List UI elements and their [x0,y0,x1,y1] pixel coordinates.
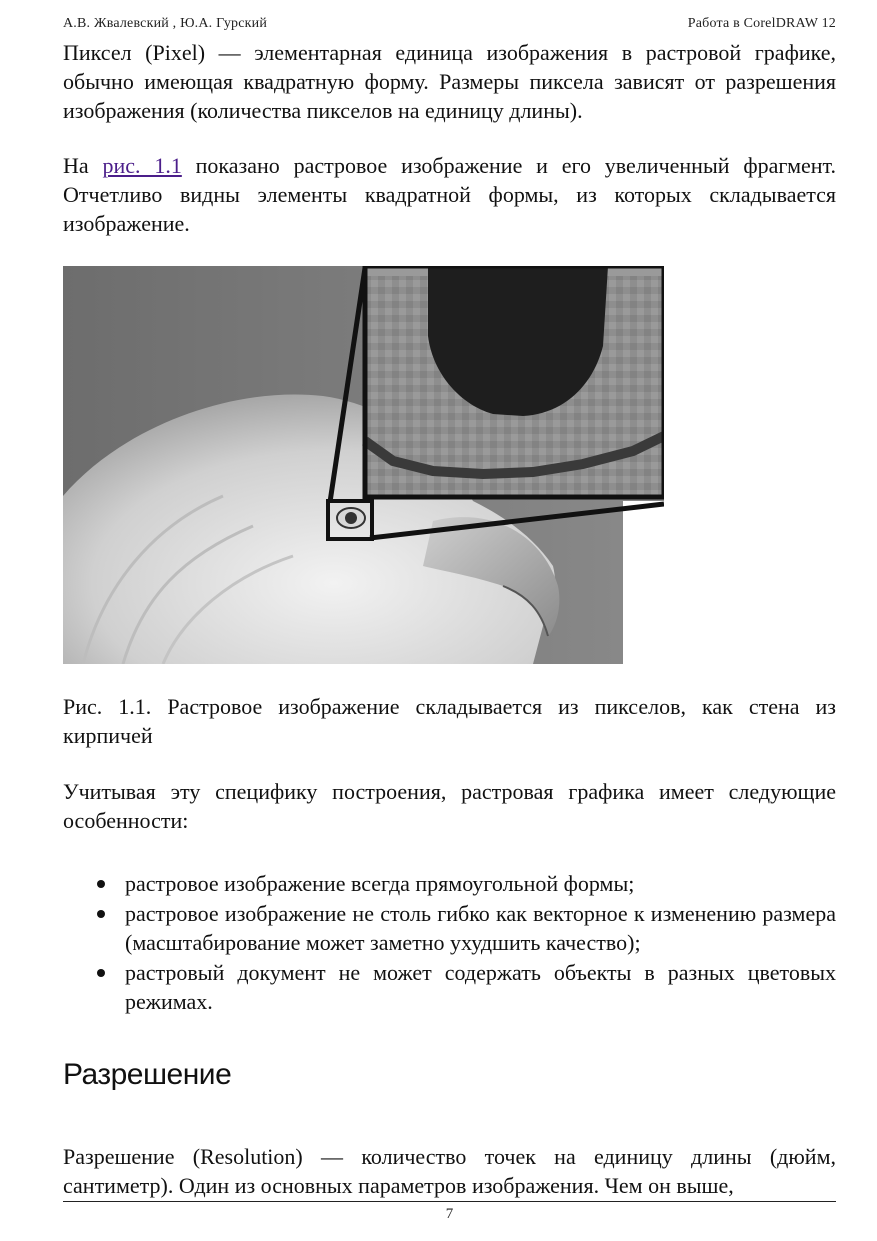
header-authors: А.В. Жвалевский , Ю.А. Гурский [63,16,268,31]
list-item [63,958,836,1016]
figure-eagle-raster [63,266,664,664]
running-header [63,16,836,36]
paragraph-features-intro: Учитывая эту специфику построения, растровая графика имеет следующие особенности: [63,779,836,833]
header-book-title: Работа в CorelDRAW 12 [687,16,836,31]
features-list [63,869,836,1017]
bullet-icon [97,969,105,977]
paragraph-pixel-definition: Пиксел (Pixel) — элементарная единица изображения в растровой графике, обычно имеющая квадратную форму. Размеры пиксела зависят от разрешения изображения (количества пикселов на единицу длины). [63,40,836,123]
paragraph-resolution-definition: Разрешение (Resolution) — количество точек на единицу длины (дюйм, сантиметр). Один из основных параметров изображения. Чем он выше, [63,1144,836,1198]
page-number: 7 [445,1206,454,1222]
list-item-text: растровый документ не может содержать объекты в разных цветовых режимах. [125,960,836,1014]
section-heading: Разрешение [63,1058,232,1091]
list-item [63,869,836,898]
bullet-icon [97,880,105,888]
paragraph-figure-reference [63,151,836,238]
document-page [63,0,836,1241]
list-item-text: растровое изображение не столь гибко как векторное к изменению размера (масштабирование может заметно ухудшить качество); [125,901,836,955]
paragraph-text: На [63,153,103,178]
eagle-illustration [63,266,664,664]
figure-caption: Рис. 1.1. Растровое изображение складывается из пикселов, как стена из кирпичей [63,694,836,748]
list-item [63,899,836,957]
figure-link[interactable]: рис. 1.1 [102,153,182,178]
list-item-text: растровое изображение всегда прямоугольной формы; [125,871,635,896]
footer-divider [63,1201,836,1202]
bullet-icon [97,910,105,918]
paragraph-text: показано растровое изображение и его увеличенный фрагмент. Отчетливо видны элементы квадратной формы, из которых складывается изображение. [63,153,836,236]
